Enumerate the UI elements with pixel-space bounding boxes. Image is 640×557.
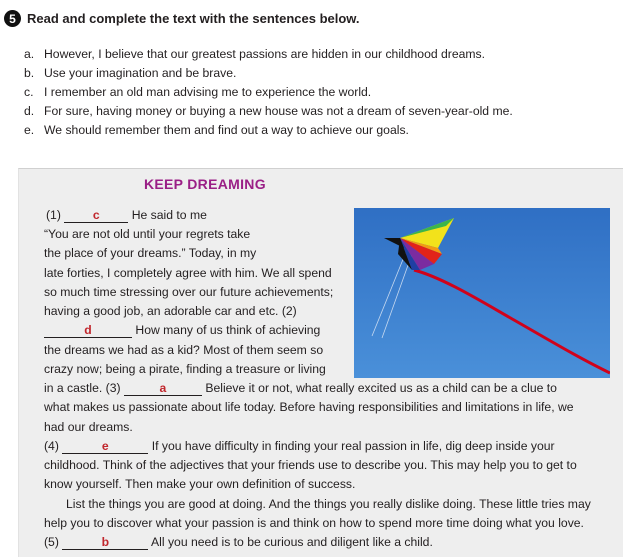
article-top-column	[46, 206, 207, 225]
option-letter: a.	[24, 46, 35, 61]
line-10-start: in a castle. (3)	[44, 381, 121, 395]
article-line: the dreams we had as a kid? Most of them seem so	[44, 342, 324, 357]
option-item	[24, 120, 513, 139]
gap-5-number: (5)	[44, 535, 59, 550]
article-line	[44, 379, 591, 398]
exercise-instruction: Read and complete the text with the sentences below.	[27, 11, 360, 26]
sentence-options-list	[24, 44, 513, 139]
gap-1-number: (1)	[46, 208, 61, 222]
article-full-width	[44, 379, 591, 553]
gap-3-blank	[124, 382, 202, 396]
line-18-text: All you need is to be curious and diligent like a child.	[151, 535, 433, 550]
article-line	[46, 206, 207, 225]
gap-4-number: (4)	[44, 438, 59, 453]
gap-1-blank	[64, 209, 128, 223]
article-line: what makes us passionate about life today. Before having responsibilities and limitations in life, we	[44, 400, 574, 415]
article-line	[44, 437, 591, 456]
article-line: know yourself. Then make your own definition of success.	[44, 477, 356, 492]
article-line: late forties, I completely agree with him. We all spend	[44, 265, 332, 280]
gap-5-answer: b	[101, 535, 110, 550]
option-text: Use your imagination and be brave.	[44, 65, 237, 80]
article-line: so much time stressing over our future achievements;	[44, 284, 334, 299]
option-item	[24, 63, 513, 82]
option-letter: d.	[24, 103, 35, 118]
article-line: “You are not old until your regrets take	[44, 227, 251, 241]
line-7-text: How many of us think of achieving	[135, 323, 321, 338]
gap-2-blank	[44, 324, 132, 338]
line-10-text: Believe it or not, what really excited us as a child can be a clue to	[205, 381, 557, 395]
gap-3-answer: a	[159, 381, 167, 395]
line-1-text: He said to me	[131, 208, 207, 222]
article-line	[44, 533, 591, 552]
option-text: However, I believe that our greatest passions are hidden in our childhood dreams.	[44, 46, 486, 61]
line-13-text: If you have difficulty in finding your real passion in life, dig deep inside your	[151, 438, 555, 453]
gap-4-answer: e	[101, 438, 109, 453]
option-letter: c.	[24, 84, 34, 99]
option-item	[24, 82, 513, 101]
article-title: KEEP DREAMING	[144, 176, 266, 192]
option-item	[24, 44, 513, 63]
article-line	[44, 495, 591, 514]
gap-5-blank	[62, 536, 148, 550]
option-text: For sure, having money or buying a new house was not a dream of seven-year-old me.	[44, 103, 513, 118]
option-item	[24, 101, 513, 120]
option-text: We should remember them and find out a way to achieve our goals.	[44, 122, 409, 137]
line-16-text: List the things you are good at doing. And the things you really dislike doing. These little tries may	[66, 496, 591, 511]
article-left-column	[44, 225, 333, 379]
option-letter: b.	[24, 65, 35, 80]
article-line: crazy now; being a pirate, finding a treasure or living	[44, 362, 326, 377]
exercise-number-badge: 5	[4, 10, 21, 27]
article-line	[44, 321, 333, 340]
article-line: help you to discover what your passion is and think on how to spend more time doing what you love.	[44, 516, 584, 531]
option-text: I remember an old man advising me to experience the world.	[44, 84, 372, 99]
gap-4-blank	[62, 440, 148, 454]
article-line: the place of your dreams.” Today, in my	[44, 246, 257, 261]
exercise-heading	[4, 10, 360, 27]
gap-1-answer: c	[92, 208, 100, 222]
kite-photo	[354, 208, 610, 378]
article-line: having a good job, an adorable car and etc. (2)	[44, 304, 297, 319]
article-line: childhood. Think of the adjectives that your friends use to describe you. This may help you to get to	[44, 458, 577, 473]
kite-illustration	[354, 208, 610, 378]
option-letter: e.	[24, 122, 35, 137]
gap-2-answer: d	[84, 323, 92, 338]
article-line: had our dreams.	[44, 419, 133, 434]
